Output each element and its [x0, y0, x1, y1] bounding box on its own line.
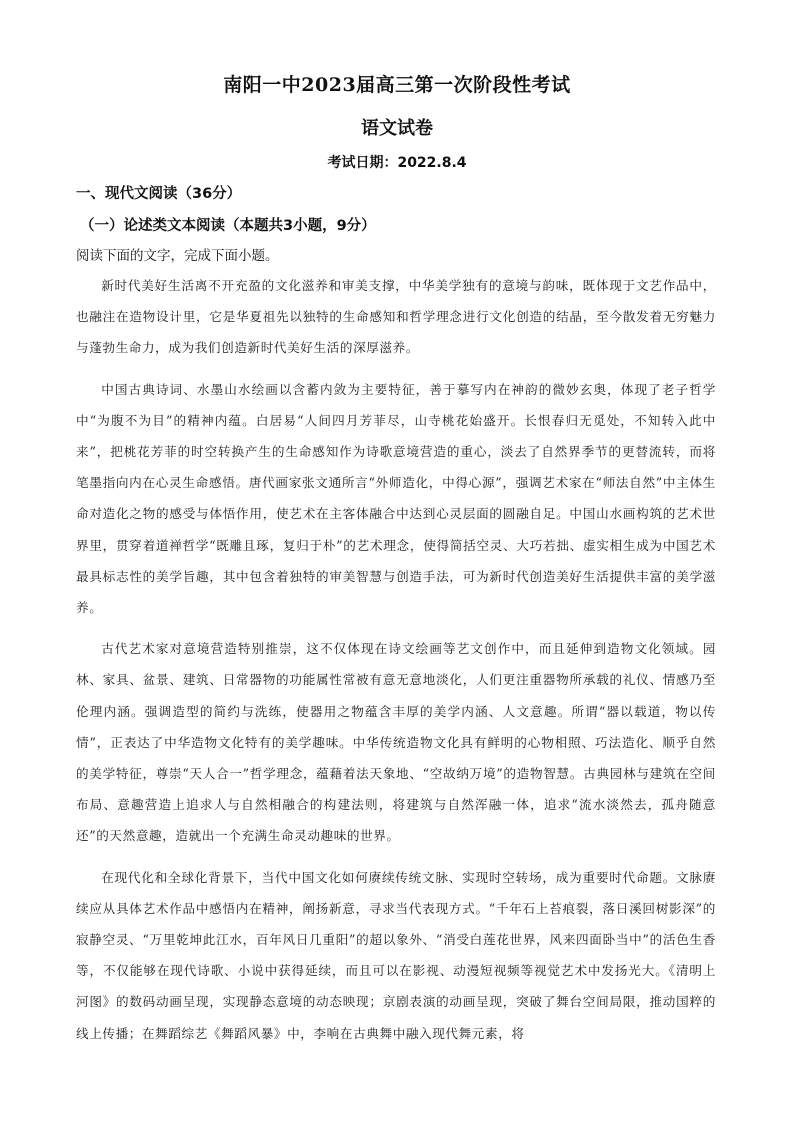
- section-heading: 一、现代文阅读（36分）: [76, 186, 242, 202]
- passage-paragraph-1: 新时代美好生活离不开充盈的文化滋养和审美支撑，中华美学独有的意境与韵味，既体现于文艺作品中，也融注在造物设计里，它是华夏祖先以独特的生命感知和哲学理念进行文化创造的结晶，至今散发着无穷魅力与蓬勃生命力，成为我们创造新时代美好生活的深厚滋养。: [76, 278, 716, 356]
- subsection-heading: （一）论述类文本阅读（本题共3小题，9分）: [80, 218, 376, 234]
- exam-subject: 语文试卷: [361, 118, 433, 139]
- exam-date: 考试日期：2022.8.4: [327, 155, 467, 171]
- passage-paragraph-4: 在现代化和全球化背景下，当代中国文化如何赓续传统文脉、实现时空转场，成为重要时代命题。文脉赓续应从具体艺术作品中感悟内在精神，阐扬新意，寻求当代表现方式。“千年石上苔痕裂，落日溪回树影深”的寂静空灵、“万里乾坤此江水，百年风日几重阳”的超以象外、“消受白莲花世界，风来四面卧当中”的活色生香等，不仅能够在现代诗歌、小说中获得延续，而且可以在影视、动漫短视频等视觉艺术中发扬光大。《清明上河图》的数码动画呈现，实现静态意境的动态映现；京剧表演的动画呈现，突破了舞台空间局限，推动国粹的线上传播；在舞蹈综艺《舞蹈风暴》中，李响在古典舞中融入现代舞元素，将: [76, 869, 716, 1041]
- reading-passage: [76, 270, 716, 1059]
- passage-paragraph-2: 中国古典诗词、水墨山水绘画以含蓄内敛为主要特征，善于摹写内在神韵的微妙玄奥，体现了老子哲学中“为腹不为目”的精神内蕴。白居易“人间四月芳菲尽，山寺桃花始盛开。长恨春归无觅处，不知转入此中来”，把桃花芳菲的时空转换产生的生命感知作为诗歌意境营造的重心，淡去了自然界季节的更替流转，而将笔墨指向内在心灵生命感悟。唐代画家张文通所言“外师造化，中得心源”，强调艺术家在“师法自然”中主体生命对造化之物的感受与体悟作用，使艺术在主客体融合中达到心灵层面的圆融自足。中国山水画构筑的艺术世界里，贯穿着道禅哲学“既雕且琢，复归于朴”的艺术理念，使得简括空灵、大巧若拙、虚实相生成为中国艺术最具标志性的美学旨趣，其中包含着独特的审美智慧与创造手法，可为新时代创造美好生活提供丰富的美学滋养。: [76, 381, 716, 616]
- reading-instruction: 阅读下面的文字，完成下面小题。: [76, 248, 279, 264]
- exam-title: 南阳一中2023届高三第一次阶段性考试: [223, 74, 571, 96]
- passage-paragraph-3: 古代艺术家对意境营造特别推崇，这不仅体现在诗文绘画等艺文创作中，而且延伸到造物文化领域。园林、家具、盆景、建筑、日常器物的功能属性常被有意无意地淡化，人们更注重器物所承载的礼仪、情感乃至伦理内涵。强调造型的简约与洗练，使器用之物蕴含丰厚的美学内涵、人文意趣。所谓“器以载道，物以传情”，正表达了中华造物文化特有的美学趣味。中华传统造物文化具有鲜明的心物相照、巧法造化、顺乎自然的美学特征，尊崇“天人合一”哲学理念，蕴藉着法天象地、“空故纳万境”的造物智慧。古典园林与建筑在空间布局、意趣营造上追求人与自然相融合的构建法则，将建筑与自然浑融一体，追求“流水淡然去，孤舟随意还”的天然意趣，造就出一个充满生命灵动趣味的世界。: [76, 641, 716, 844]
